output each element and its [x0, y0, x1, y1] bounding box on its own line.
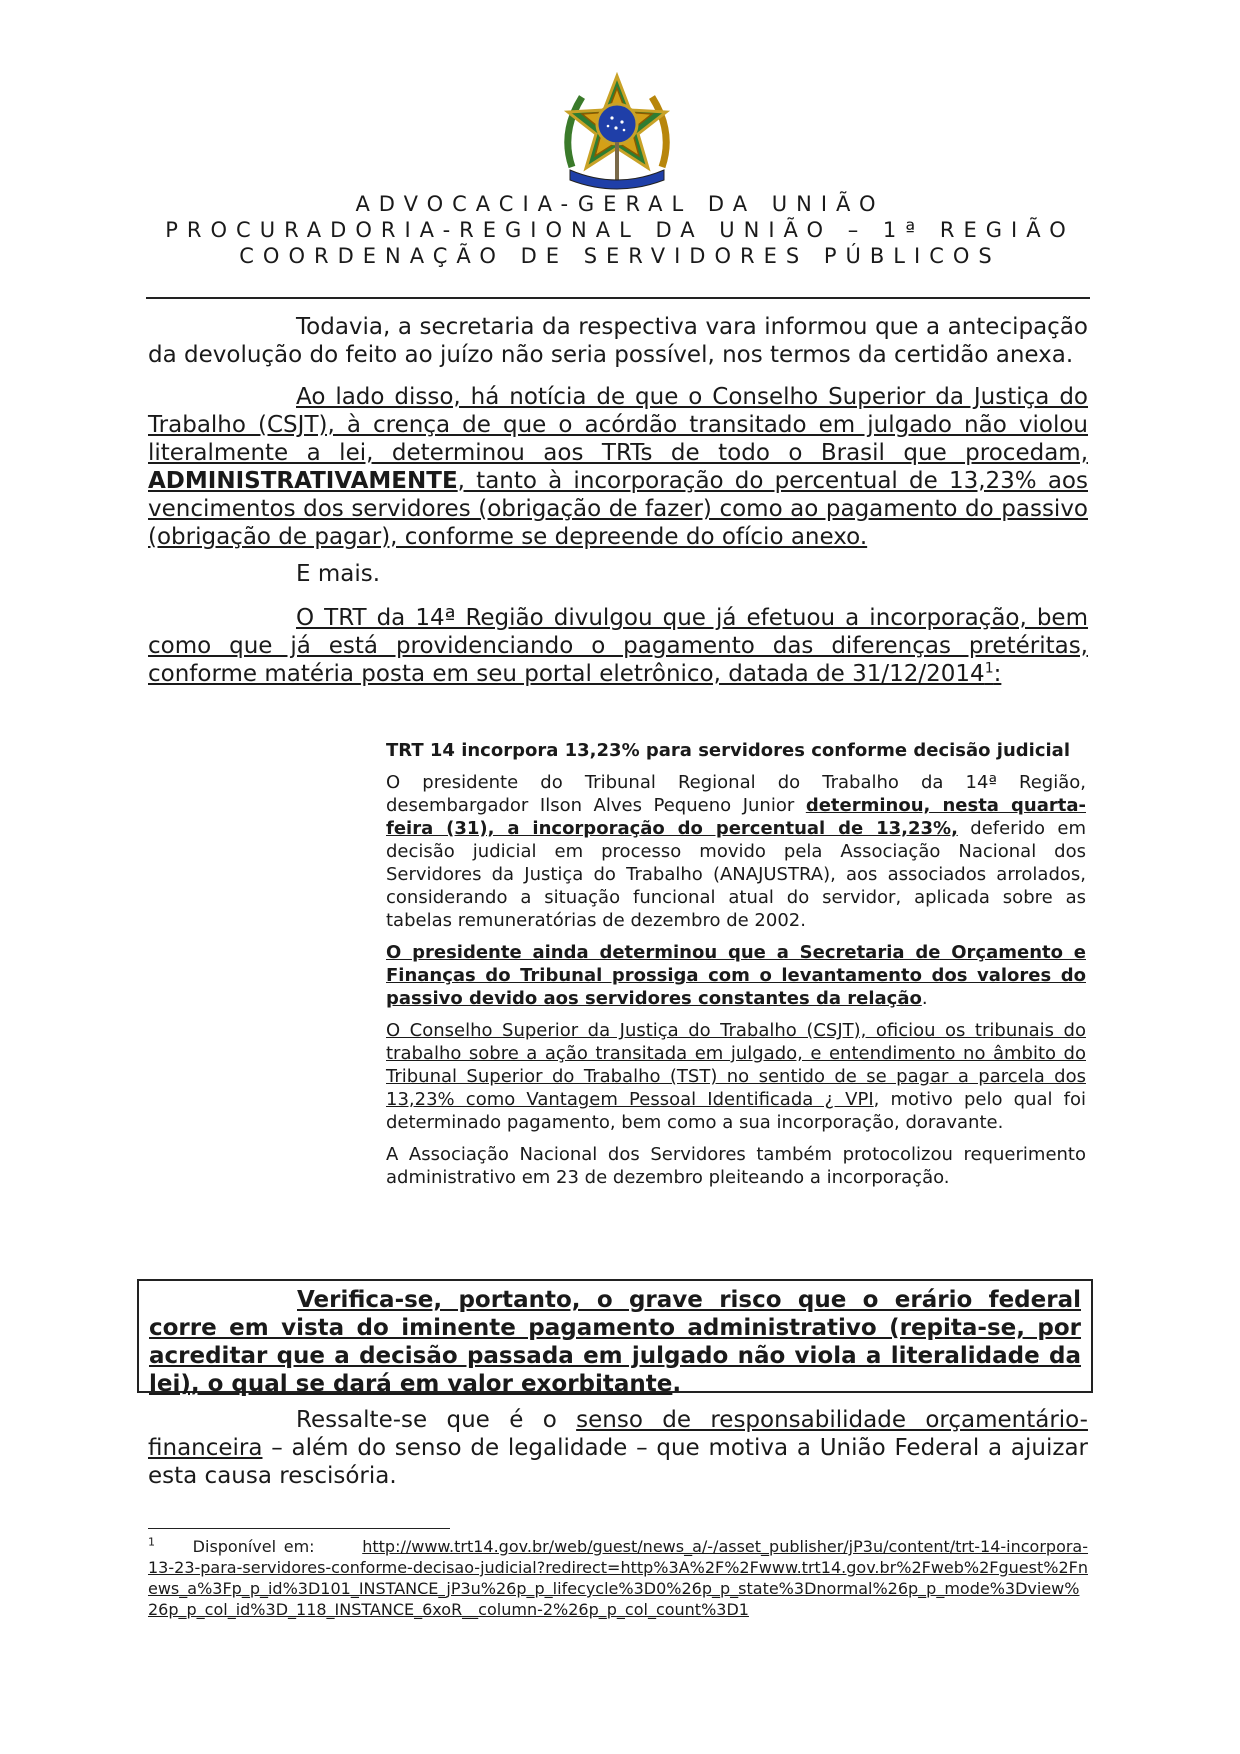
footnote-number: 1 [148, 1535, 155, 1549]
administrativamente-emphasis: ADMINISTRATIVAMENTE [148, 468, 458, 494]
footnote-label: Disponível em: [192, 1537, 315, 1556]
agency-coordination: COORDENAÇÃO DE SERVIDORES PÚBLICOS [239, 244, 1001, 268]
quote-paragraph-3: O Conselho Superior da Justiça do Trabalho (CSJT), oficiou os tribunais do trabalho sobre a ação transitada em julgado, e entendimento no âmbito do Tribunal Superior do Trabalho (TST) no sentido de se pagar a parcela dos 13,23% como Vantagem Pessoal Identificada ¿ VPI, motivo pelo qual foi determinado pagamento, bem como a sua incorporação, doravante. [386, 1020, 1086, 1133]
quote-paragraph-1: O presidente do Tribunal Regional do Trabalho da 14ª Região, desembargador Ilson Alves Pequeno Junior determinou, nesta quarta-feira (31), a incorporação do percentual de 13,23%, deferido em decisão judicial em processo movido pela Associação Nacional dos Servidores da Justiça do Trabalho (ANAJUSTRA), aos associados arrolados, considerando a situação funcional atual do servidor, aplicada sobre as tabelas remuneratórias de dezembro de 2002. [386, 772, 1086, 931]
risk-statement: Verifica-se, portanto, o grave risco que o erário federal corre em vista do iminente pagamento administrativo (repita-se, por acreditar que a decisão passada em julgado não viola a literalidade da lei), o qual se dará em valor exorbitante [149, 1287, 1081, 1397]
header-divider [146, 297, 1090, 299]
footnote-reference[interactable]: 1 [984, 660, 994, 677]
footnote [148, 1536, 1088, 1620]
agency-division: PROCURADORIA-REGIONAL DA UNIÃO – 1ª REGIÃO [165, 218, 1075, 242]
quote-paragraph-4: A Associação Nacional dos Servidores também protocolizou requerimento administrativo em 23 de dezembro pleiteando a incorporação. [386, 1144, 1086, 1188]
paragraph-4-text: O TRT da 14ª Região divulgou que já efetuou a incorporação, bem como que já está providenciando o pagamento das diferenças pretéritas, conforme matéria posta em seu portal eletrônico, datada de 31/12/2014$^1$: [148, 605, 1088, 687]
paragraph-1 [148, 313, 1088, 369]
quote-title: TRT 14 incorpora 13,23% para servidores conforme decisão judicial [386, 740, 1070, 761]
coat-of-arms-icon [552, 72, 682, 192]
footnote-link[interactable]: http://www.trt14.gov.br/web/guest/news_a/-/asset_publisher/jP3u/content/trt-14-incorpora-13-23-para-servidores-conforme-decisao-judicial?redirect=http%3A%2F%2Fwww.trt14.gov.br%2Fweb%2Fguest%2Fnews_a%3Fp_p_id%3D101_INSTANCE_jP3u%26p_p_lifecycle%3D0%26p_p_state%3Dnormal%26p_p_mode%3Dview%26p_p_col_id%3D_118_INSTANCE_6xoR__column-2%26p_p_col_count%3D1 [148, 1537, 1089, 1619]
paragraph-2 [148, 383, 1088, 551]
paragraph-5 [148, 1406, 1088, 1490]
paragraph-3-text: E mais. [296, 561, 381, 587]
agency-name: ADVOCACIA-GERAL DA UNIÃO [355, 192, 885, 216]
highlighted-risk-box: Verifica-se, portanto, o grave risco que o erário federal corre em vista do iminente pagamento administrativo (repita-se, por acreditar que a decisão passada em julgado não viola a literalidade da lei), o qual se dará em valor exorbitante. [137, 1279, 1093, 1393]
paragraph-3 [148, 560, 1088, 588]
quote-paragraph-2: O presidente ainda determinou que a Secretaria de Orçamento e Finanças do Tribunal prossiga com o levantamento dos valores do passivo devido aos servidores constantes da relação. [386, 942, 1086, 1009]
paragraph-5-text: Ressalte-se que é o senso de responsabilidade orçamentário-financeira – além do senso de legalidade – que motiva a União Federal a ajuizar esta causa rescisória. [148, 1407, 1088, 1489]
footnote-divider [148, 1528, 450, 1529]
paragraph-1-text: Todavia, a secretaria da respectiva vara informou que a antecipação da devolução do feito ao juízo não seria possível, nos termos da certidão anexa. [148, 314, 1088, 368]
paragraph-2-text: Ao lado disso, há notícia de que o Conselho Superior da Justiça do Trabalho (CSJT), à crença de que o acórdão transitado em julgado não violou literalmente a lei, determinou aos TRTs de todo o Brasil que procedam, ADMINISTRATIVAMENTE, tanto à incorporação do percentual de 13,23% aos vencimentos dos servidores (obrigação de fazer) como ao pagamento do passivo (obrigação de pagar), conforme se depreende do ofício anexo. [148, 384, 1088, 550]
paragraph-4 [148, 604, 1088, 688]
quoted-news-article [386, 740, 1086, 1198]
